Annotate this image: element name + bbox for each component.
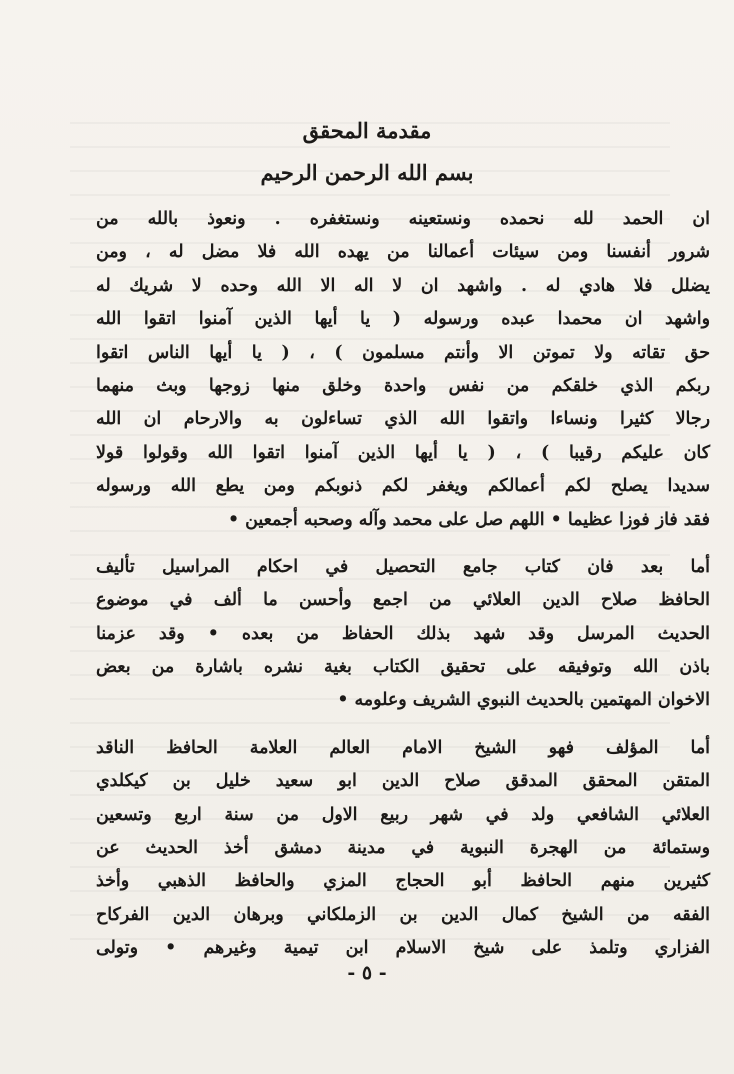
paragraph-praise [96, 203, 710, 537]
text-line: واشهد ان محمدا عبده ورسوله ( يا أيها الذين آمنوا اتقوا الله [96, 309, 710, 330]
page-number: - ٥ - [347, 962, 387, 984]
text-line: وستمائة من الهجرة النبوية في مدينة دمشق أخذ الحديث عن [96, 838, 710, 859]
text-line: الفقه من الشيخ كمال الدين بن الزملكاني وبرهان الدين الفركاح [96, 904, 710, 925]
text-line: الحافظ صلاح الدين العلائي من اجمع وأحسن ما ألف في موضوع [96, 590, 710, 611]
text-line: كان عليكم رقيبا ) ، ( يا أيها الذين آمنوا اتقوا الله وقولوا قولا [96, 442, 710, 463]
page-title: مقدمة المحقق [302, 118, 432, 143]
text-line: أما المؤلف فهو الشيخ الامام العالم العلامة الحافظ الناقد [96, 737, 710, 758]
text-line: ربكم الذي خلقكم من نفس واحدة وخلق منها زوجها وبث منهما [96, 375, 710, 396]
text-line: حق تقاته ولا تموتن الا وأنتم مسلمون ) ، ( يا أيها الناس اتقوا [96, 342, 710, 363]
basmala-heading: بسم الله الرحمن الرحيم [260, 160, 474, 185]
text-line: أما بعد فان كتاب جامع التحصيل في احكام المراسيل تأليف [96, 556, 710, 577]
text-line: شرور أنفسنا ومن سيئات أعمالنا من يهده الله فلا مضل له ، ومن [96, 242, 710, 263]
text-line: المتقن المحقق المدقق صلاح الدين ابو سعيد خليل بن كيكلدي [96, 771, 710, 792]
text-line: الحديث المرسل وقد شهد بذلك الحفاظ من بعده • وقد عزمنا [96, 623, 710, 644]
text-line: ان الحمد لله نحمده ونستعينه ونستغفره . ونعوذ بالله من [96, 209, 710, 229]
paragraph-author-bio [96, 732, 710, 966]
text-line: كثيرين منهم الحافظ أبو الحجاج المزي والحافظ الذهبي وأخذ [96, 871, 710, 892]
text-line: الفزاري وتلمذ على شيخ الاسلام ابن تيمية وغيرهم • وتولى [96, 938, 710, 959]
text-line: العلائي الشافعي ولد في شهر ربيع الاول من سنة اربع وتسعين [96, 804, 710, 825]
text-line: رجالا كثيرا ونساءا واتقوا الله الذي تساءلون به والارحام ان الله [96, 409, 710, 430]
body-text [96, 203, 710, 966]
text-line: سديدا يصلح لكم أعمالكم ويغفر لكم ذنوبكم ومن يطع الله ورسوله [96, 476, 710, 497]
text-line: يضلل فلا هادي له . واشهد ان لا اله الا الله وحده لا شريك له [96, 275, 710, 296]
text-line: الاخوان المهتمين بالحديث النبوي الشريف وعلومه • [337, 690, 710, 711]
text-line: باذن الله وتوفيقه على تحقيق الكتاب بغية نشره باشارة من بعض [96, 657, 710, 678]
text-line: فقد فاز فوزا عظيما • اللهم صل على محمد وآله وصحبه أجمعين • [228, 509, 710, 530]
paragraph-book-intro [96, 551, 710, 718]
